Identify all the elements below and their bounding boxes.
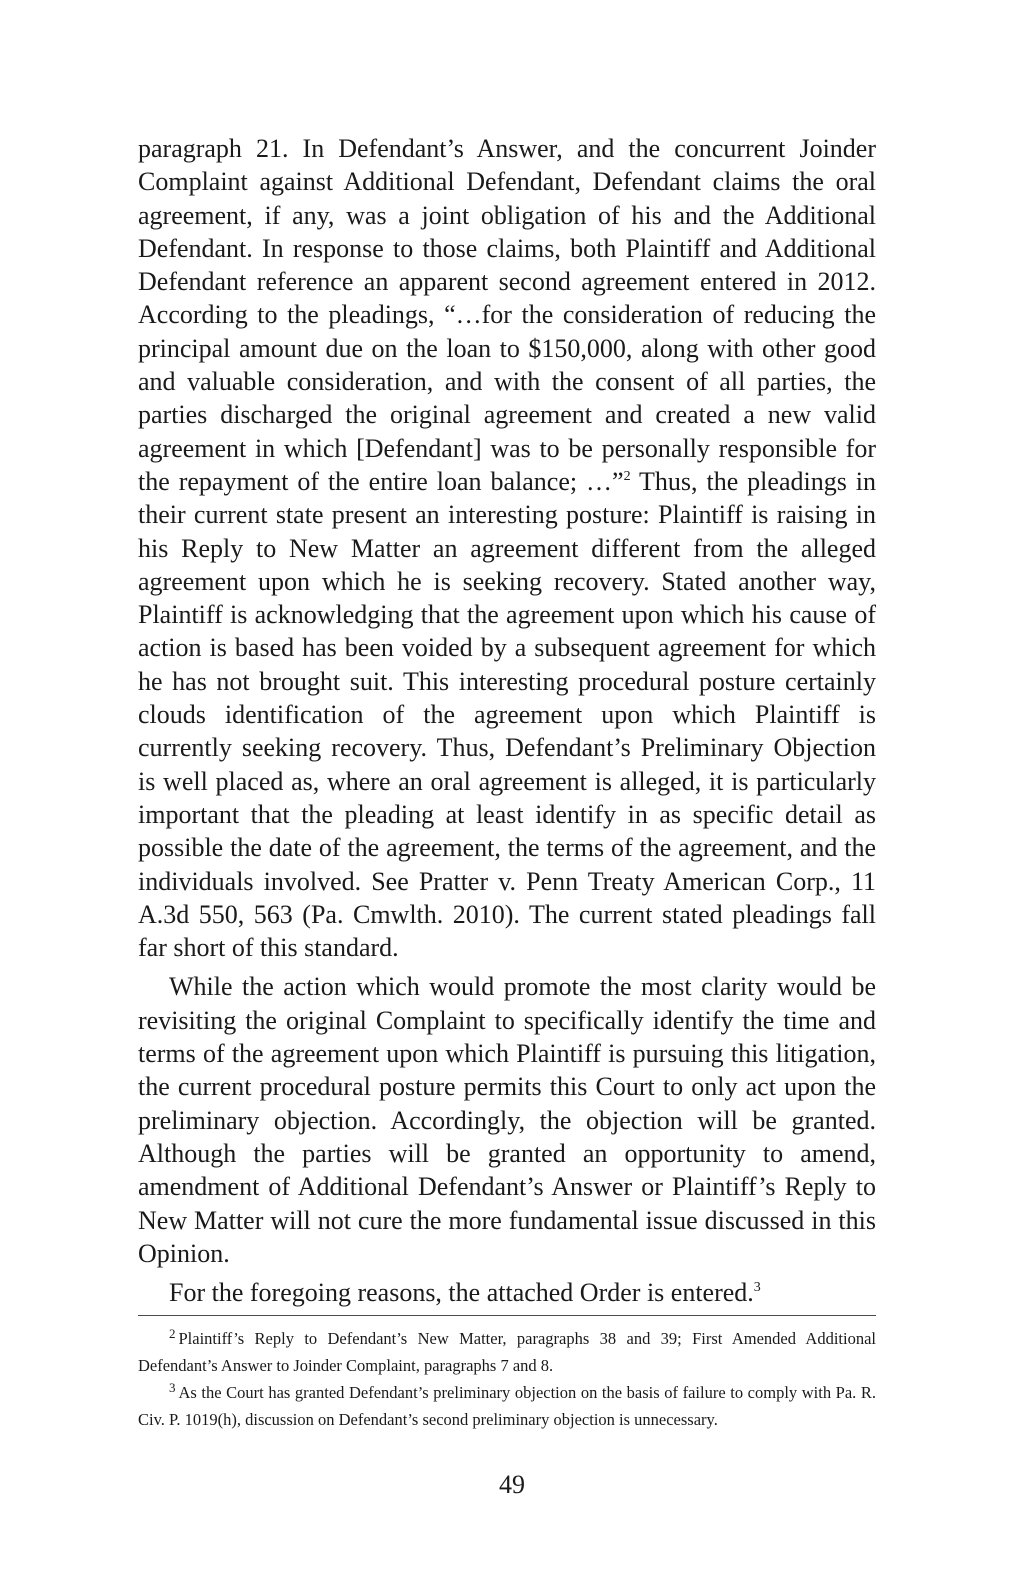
paragraph: While the action which would promote the most clarity would be revisiting the original Complaint to specifically identify the time and terms of the agreement upon which Plaintiff is pursuing this litigation, the current procedural posture permits this Court to only act upon the preliminary objection. Accordingly, the objection will be granted. Although the parties will be granted an opportunity to amend, amendment of Additional Defendant’s Answer or Plaintiff’s Reply to New Matter will not cure the more fundamental issue discussed in this Opinion.	[138, 972, 876, 1268]
footnote	[138, 1325, 876, 1379]
paragraph-continued	[138, 132, 876, 964]
footnote-reference: 3	[753, 1280, 761, 1296]
footnote-marker: 3	[169, 1380, 176, 1395]
footnote-divider	[138, 1315, 876, 1316]
body-text	[138, 132, 876, 1309]
page-number: 49	[499, 1470, 525, 1499]
footnote-text: Plaintiff’s Reply to Defendant’s New Matter, paragraphs 38 and 39; First Amended Additional Defendant’s Answer to Joinder Complaint, paragraphs 7 and 8.	[138, 1329, 876, 1375]
footnote-marker: 2	[169, 1326, 176, 1341]
footnote-text: As the Court has granted Defendant’s preliminary objection on the basis of failure to comply with Pa. R. Civ. P. 1019(h), discussion on Defendant’s second preliminary objection is unnecessary.	[138, 1383, 876, 1429]
paragraph-text: For the foregoing reasons, the attached Order is entered.	[169, 1278, 754, 1308]
paragraph-conclusion	[138, 1276, 876, 1309]
footnote-reference: 2	[623, 468, 631, 484]
paragraph-text: Thus, the pleadings in their current state present an interesting posture: Plaintiff is raising in his Reply to New Matter an agreement different from the alleged agreement upon which he is seeking recovery. Stated another way, Plaintiff is acknowledging that the agreement upon which his cause of action is based has been voided by a subsequent agreement for which he has not brought suit. This interesting procedural posture certainly clouds identification of the agreement upon which Plaintiff is currently seeking recovery. Thus, Defendant’s Preliminary Objection is well placed as, where an oral agreement is alleged, it is particularly important that the pleading at least identify in as specific detail as possible the date of the agreement, the terms of the agreement, and the individuals involved. See Pratter v. Penn Treaty American Corp., 11 A.3d 550, 563 (Pa. Cmwlth. 2010). The current stated pleadings fall far short of this standard.	[138, 466, 876, 963]
footnote	[138, 1379, 876, 1433]
paragraph-text: paragraph 21. In Defendant’s Answer, and the concurrent Joinder Complaint against Additional Defendant, Defendant claims the oral agreement, if any, was a joint obligation of his and the Additional Defendant. In response to those claims, both Plaintiff and Additional Defendant reference an apparent second agreement entered in 2012. According to the pleadings, “…for the consideration of reducing the principal amount due on the loan to $150,000, along with other good and valuable consideration, and with the consent of all parties, the parties discharged the original agreement and created a new valid agreement in which [Defendant] was to be personally responsible for the repayment of the entire loan balance; …”	[138, 134, 876, 496]
footnotes	[138, 1325, 876, 1433]
